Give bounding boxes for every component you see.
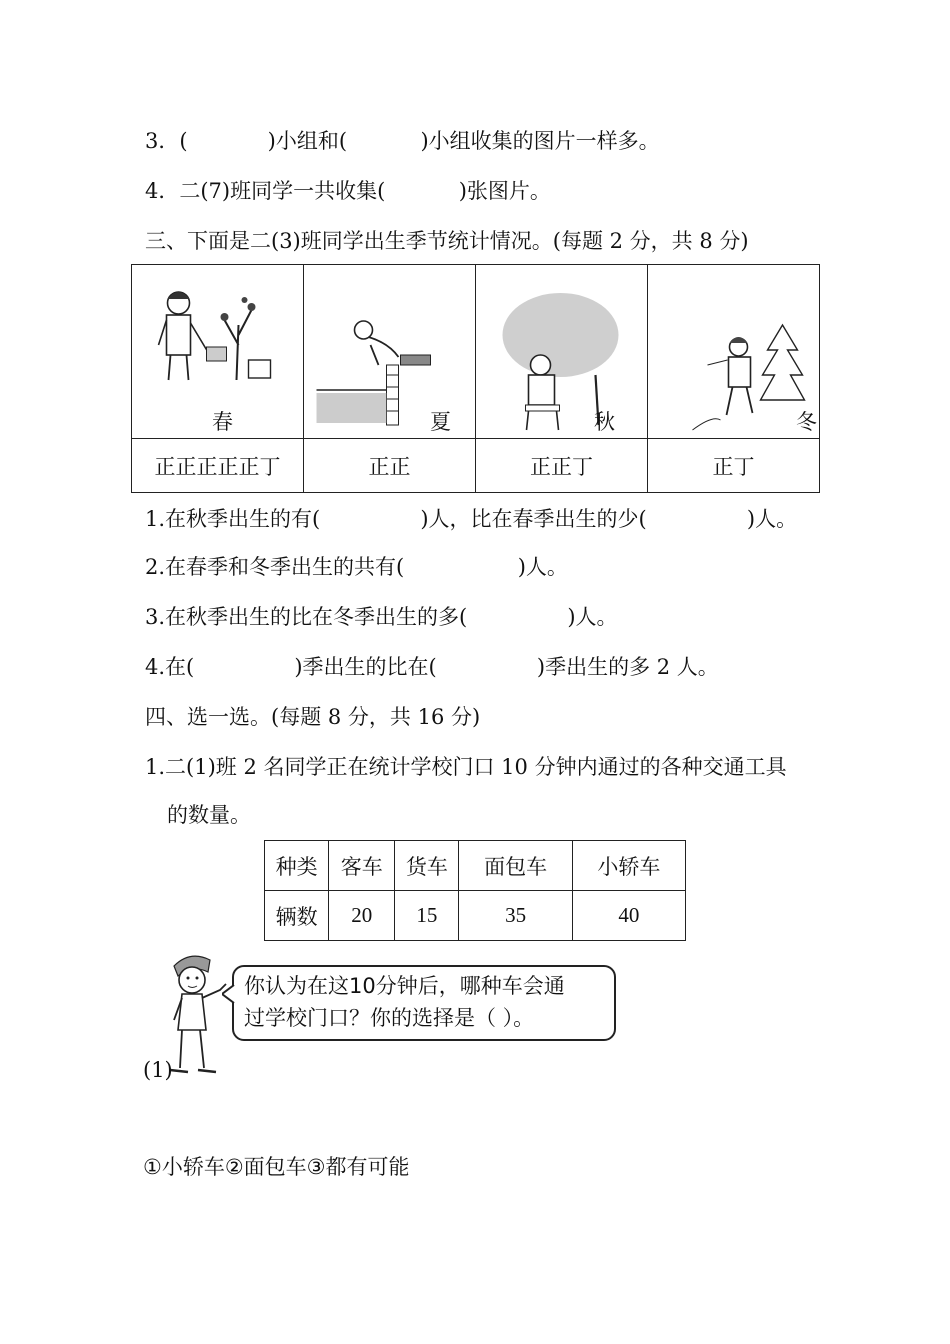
table-header: 货车 (395, 841, 459, 891)
section3-title: 三、下面是二(3)班同学出生季节统计情况。(每题 2 分，共 8 分) (145, 229, 749, 253)
bubble-line-2: 过学校门口？你的选择是（ ）。 (244, 1006, 535, 1030)
bubble-line-1: 你认为在这10分钟后，哪种车会通 (244, 974, 565, 998)
season-autumn-label: 秋 (594, 410, 615, 434)
tally-spring: 正正正正正丁 (132, 439, 304, 493)
s3-question-2: 2.在春季和冬季出生的共有( )人。 (145, 555, 568, 579)
tally-autumn: 正正丁 (476, 439, 648, 493)
vehicle-table (264, 840, 686, 941)
season-table (131, 264, 820, 493)
winter-cell (648, 265, 820, 439)
s3-question-1: 1.在秋季出生的有( )人，比在春季出生的少( )人。 (145, 507, 798, 531)
table-header: 面包车 (459, 841, 572, 891)
s3-question-4: 4.在( )季出生的比在( )季出生的多 2 人。 (145, 655, 719, 679)
s4-question-1-line1: 1.二(1)班 2 名同学正在统计学校门口 10 分钟内通过的各种交通工具 (145, 755, 787, 779)
spring-cell (132, 265, 304, 439)
tally-winter: 正丁 (648, 439, 820, 493)
sub-question-label: (1) (143, 1058, 173, 1082)
question-4: 4．二(7)班同学一共收集( )张图片。 (145, 179, 551, 203)
season-spring-label: 春 (212, 410, 233, 434)
table-header: 种类 (265, 841, 329, 891)
summer-cell (304, 265, 476, 439)
s3-question-3: 3.在秋季出生的比在冬季出生的多( )人。 (145, 605, 618, 629)
table-cell: 15 (395, 891, 459, 941)
season-winter-label: 冬 (796, 410, 817, 434)
s4-question-1-line2: 的数量。 (167, 803, 251, 827)
table-header: 小轿车 (572, 841, 685, 891)
tally-summer: 正正 (304, 439, 476, 493)
winter-illustration (648, 265, 819, 438)
table-cell: 辆数 (265, 891, 329, 941)
table-cell: 20 (329, 891, 395, 941)
answer-options: ①小轿车②面包车③都有可能 (143, 1155, 410, 1179)
table-header: 客车 (329, 841, 395, 891)
section4-title: 四、选一选。(每题 8 分，共 16 分) (145, 705, 481, 729)
question-3: 3．( )小组和( )小组收集的图片一样多。 (145, 129, 660, 153)
table-cell: 40 (572, 891, 685, 941)
autumn-cell (476, 265, 648, 439)
bubble-text (244, 970, 614, 1034)
autumn-illustration (476, 265, 647, 438)
table-cell: 35 (459, 891, 572, 941)
season-summer-label: 夏 (430, 410, 451, 434)
bubble-tail (222, 985, 236, 1003)
